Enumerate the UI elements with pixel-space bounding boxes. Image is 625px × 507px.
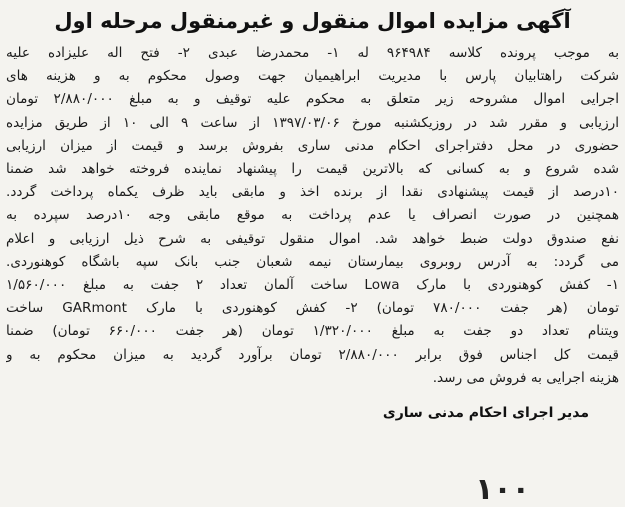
notice-line-2: شرکت راهتابیان پارس با مدیریت ابراهیمیان جهت وصول محکوم به و هزینه های xyxy=(6,68,619,85)
notice-line-15: هزینه اجرایی به فروش می رسد. xyxy=(432,369,619,386)
notice-line-13: ویتنام تعداد دو جفت به مبلغ ۱/۳۲۰/۰۰۰ تومان (هر جفت ۶۶۰/۰۰۰ تومان) ضمنا xyxy=(6,323,619,340)
bottom-fragment-text: ۱۰۰ xyxy=(475,472,530,507)
notice-title: آگهی مزایده اموال منقول و غیرمنقول مرحله اول xyxy=(54,9,571,33)
notice-line-10: می گردد: به آدرس روبروی بیمارستان نیمه شعبان جنب بانک سپه باشگاه کوهنوردی. xyxy=(6,253,619,270)
notice-line-1: به موجب پرونده کلاسه ۹۶۴۹۸۴ له ۱- محمدرضا عبدی ۲- فتح اله علیزاده علیه xyxy=(6,45,619,61)
notice-line-9: نفع صندوق دولت ضبط خواهد شد. اموال منقول توقیفی به شرح ذیل ارزیابی و اعلام xyxy=(6,230,619,247)
notice-line-14: قیمت کل اجناس فوق برابر ۲/۸۸۰/۰۰۰ تومان برآورد گردید به میزان محکوم به و xyxy=(6,346,619,363)
notice-line-7: ۱۰درصد از قیمت پیشنهادی نقدا از برنده اخذ و مابقی باید ظرف یکماه پرداخت گردد. xyxy=(6,184,619,201)
notice-line-12: تومان (هر جفت ۷۸۰/۰۰۰ تومان) ۲- کفش کوهنوردی با مارک GARmont ساخت xyxy=(6,300,619,317)
notice-line-4: ارزیابی و مقرر شد در روزیکشنبه مورخ ۱۳۹۷/۰۳/۰۶ از ساعت ۹ الی ۱۰ از طریق مزایده xyxy=(6,114,619,131)
notice-line-3: اجرایی اموال مشروحه زیر متعلق به محکوم علیه توقیف و به مبلغ ۲/۸۸۰/۰۰۰ تومان xyxy=(6,91,619,108)
notice-line-6: شده شروع و به کسانی که بالاترین قیمت را پیشنهاد نماینده فروخته خواهد شد ضمنا xyxy=(6,161,619,178)
notice-line-11: ۱- کفش کوهنوردی با مارک Lowa ساخت آلمان تعداد ۲ جفت به مبلغ ۱/۵۶۰/۰۰۰ xyxy=(6,277,619,294)
notice-line-8: همچنین در صورت انصراف یا عدم پرداخت به موقع مابقی وجه ۱۰درصد سپرده به xyxy=(6,207,619,224)
notice-body xyxy=(6,42,619,390)
signature: مدیر اجرای احکام مدنی ساری xyxy=(382,405,589,422)
notice-line-5: حضوری در محل دفتراجرای احکام مدنی ساری بفروش برسد و قیمت از میزان ارزیابی xyxy=(6,137,619,154)
